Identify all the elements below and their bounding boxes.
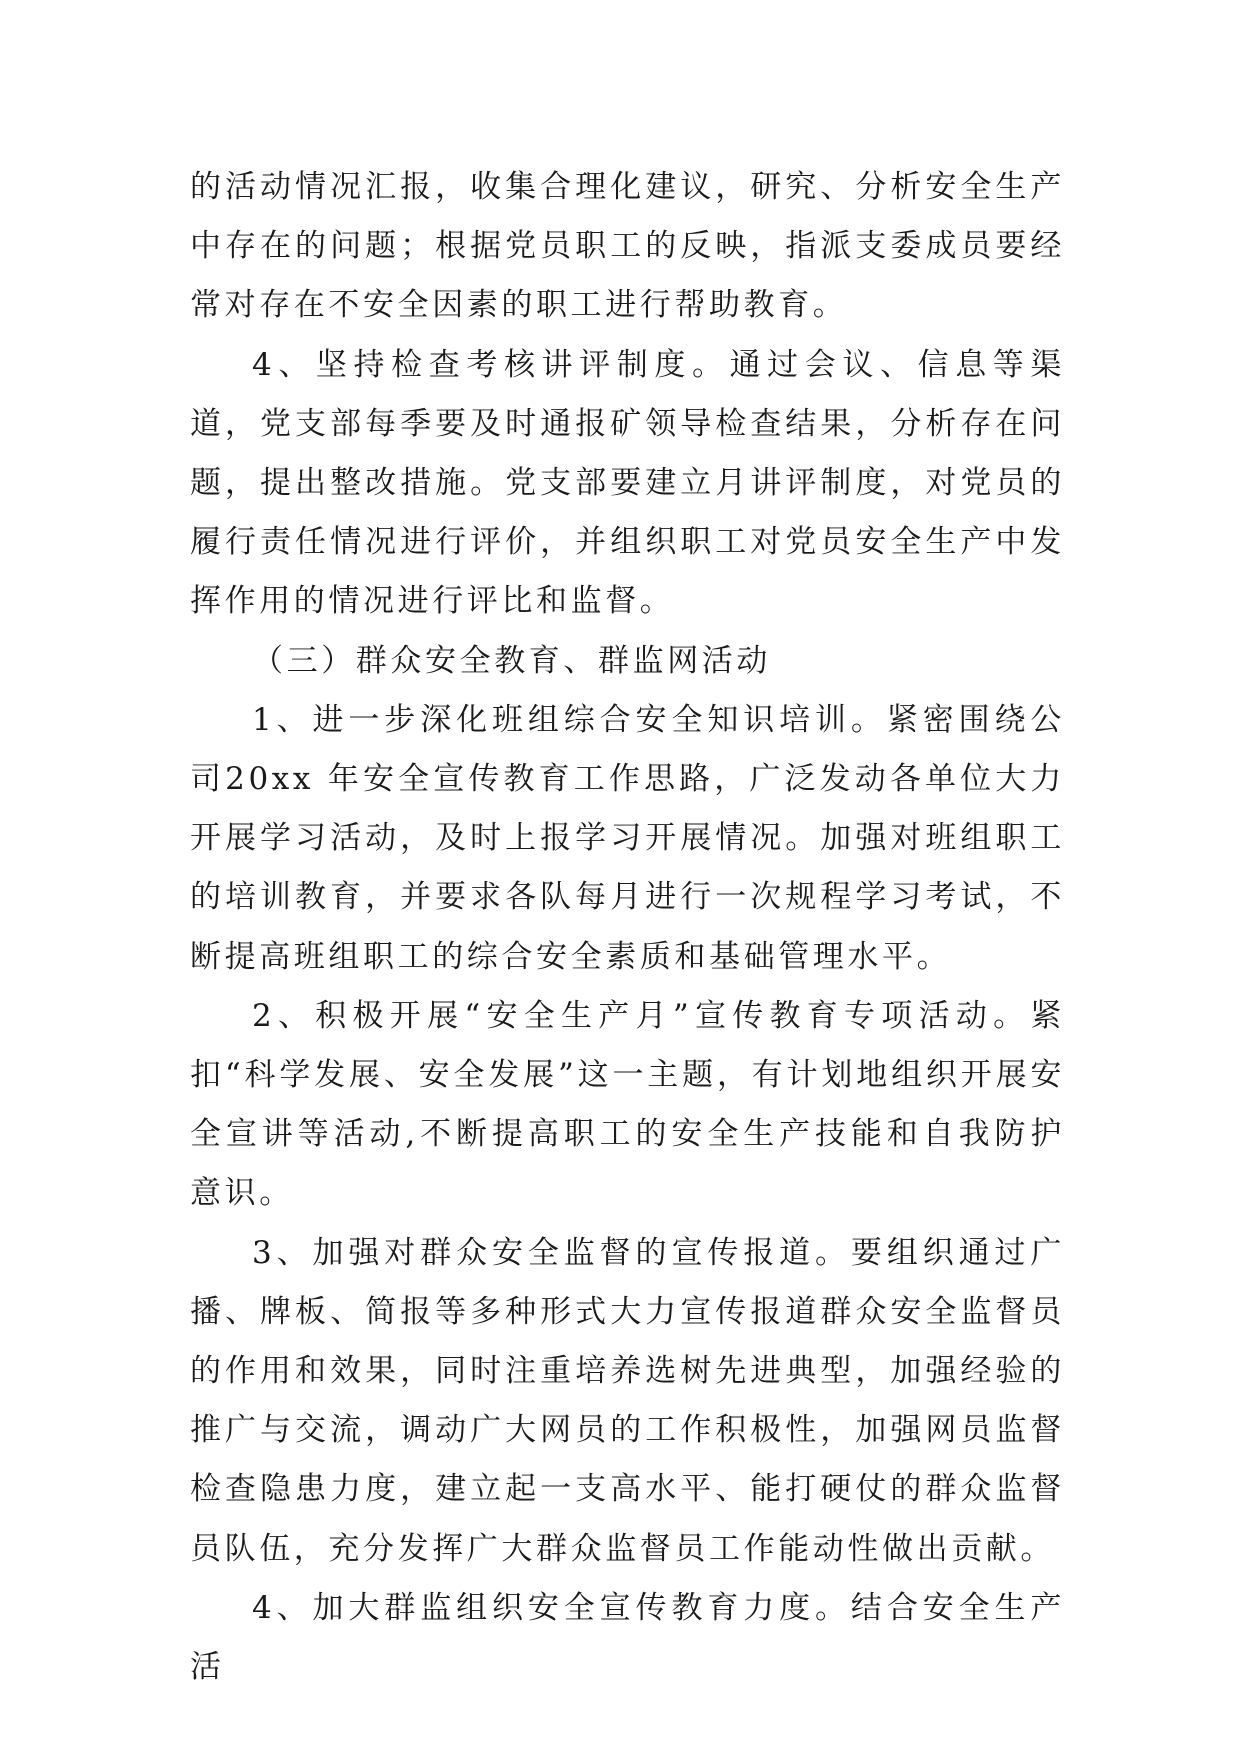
paragraph-item-3-reporting: 3、加强对群众安全监督的宣传报道。要组织通过广播、牌板、简报等多种形式大力宣传报道群众安全监督员的作用和效果，同时注重培养选树先进典型，加强经验的推广与交流，调动广大网员的工作积极性，加强网员监督检查隐患力度，建立起一支高水平、能打硬仗的群众监督员队伍，充分发挥广大群众监督员工作能动性做出贡献。: [190, 1234, 1065, 1567]
paragraph-item-2-safety-month: 2、积极开展“安全生产月”宣传教育专项活动。紧扣“科学发展、安全发展”这一主题，有计划地组织开展安全宣讲等活动,不断提高职工的安全生产技能和自我防护意识。: [190, 997, 1065, 1212]
paragraph-item-1-training: 1、进一步深化班组综合安全知识培训。紧密围绕公司20xx 年安全宣传教育工作思路，广泛发动各单位大力开展学习活动，及时上报学习开展情况。加强对班组职工的培训教育，并要求各队每月进行一次规程学习考试，不断提高班组职工的综合安全素质和基础管理水平。: [190, 701, 1065, 975]
section-heading-3: （三）群众安全教育、群监网活动: [252, 642, 771, 679]
paragraph-continuation: 的活动情况汇报，收集合理化建议，研究、分析安全生产中存在的问题；根据党员职工的反映，指派支委成员要经常对存在不安全因素的职工进行帮助教育。: [190, 169, 1065, 324]
paragraph-item-4-education: 4、加大群监组织安全宣传教育力度。结合安全生产活: [190, 1589, 1065, 1686]
paragraph-item-4-inspection: 4、坚持检查考核讲评制度。通过会议、信息等渠道，党支部每季要及时通报矿领导检查结果，分析存在问题，提出整改措施。党支部要建立月讲评制度，对党员的履行责任情况进行评价，并组织职工对党员安全生产中发挥作用的情况进行评比和监督。: [190, 346, 1065, 620]
document-body: [190, 158, 1065, 1697]
